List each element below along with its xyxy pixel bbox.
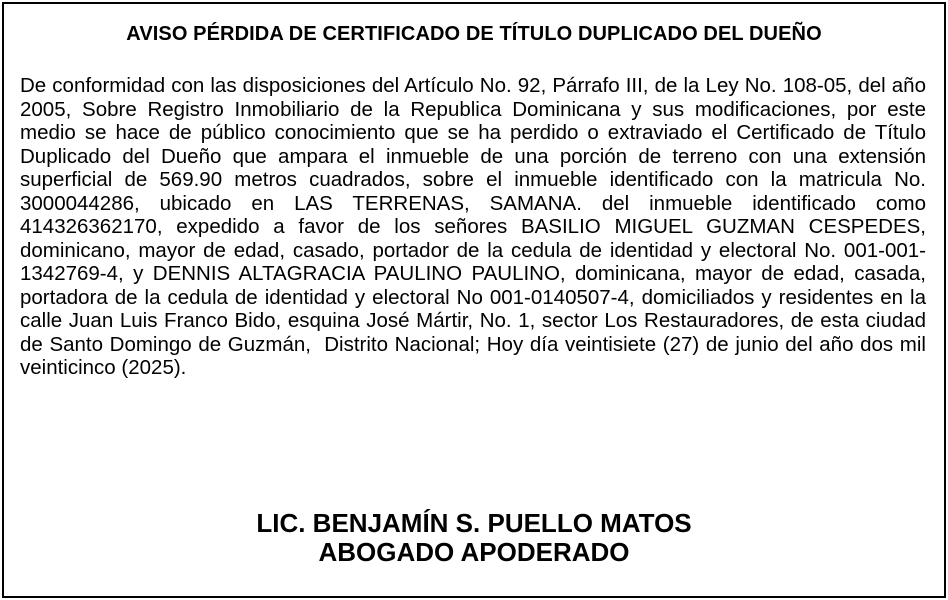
notice-body: De conformidad con las disposiciones del Artículo No. 92, Párrafo III, de la Ley No. 108-05, del año 2005, Sobre Registro Inmobiliario de la Republica Dominicana y sus modificaciones, por este medio se hace de público conocimiento que se ha perdido o extraviado el Certificado de Título Duplicado del Dueño que ampara el inmueble de una porción de terreno con una extensión superficial de 569.90 metros cuadrados, sobre el inmueble identificado con la matricula No. 3000044286, ubicado en LAS TERRENAS, SAMANA. del inmueble identificado como 414326362170, expedido a favor de los señores BASILIO MIGUEL GUZMAN CESPEDES, dominicano, mayor de edad, casado, portador de la cedula de identidad y electoral No. 001-001-1342769-4, y DENNIS ALTAGRACIA PAULINO PAULINO, dominicana, mayor de edad, casada, portadora de la cedula de identidad y electoral No 001-0140507-4, domiciliados y residentes en la calle Juan Luis Franco Bido, esquina José Mártir, No. 1, sector Los Restauradores, de esta ciudad de Santo Domingo de Guzmán, Distrito Nacional; Hoy día veintisiete (27) de junio del año dos mil veinticinco (2025).	[20, 74, 932, 379]
notice-frame	[2, 2, 946, 598]
notice-title: AVISO PÉRDIDA DE CERTIFICADO DE TÍTULO DUPLICADO DEL DUEÑO	[126, 23, 822, 45]
signature-name: LIC. BENJAMÍN S. PUELLO MATOS	[256, 508, 692, 538]
signature-role: ABOGADO APODERADO	[318, 537, 630, 567]
